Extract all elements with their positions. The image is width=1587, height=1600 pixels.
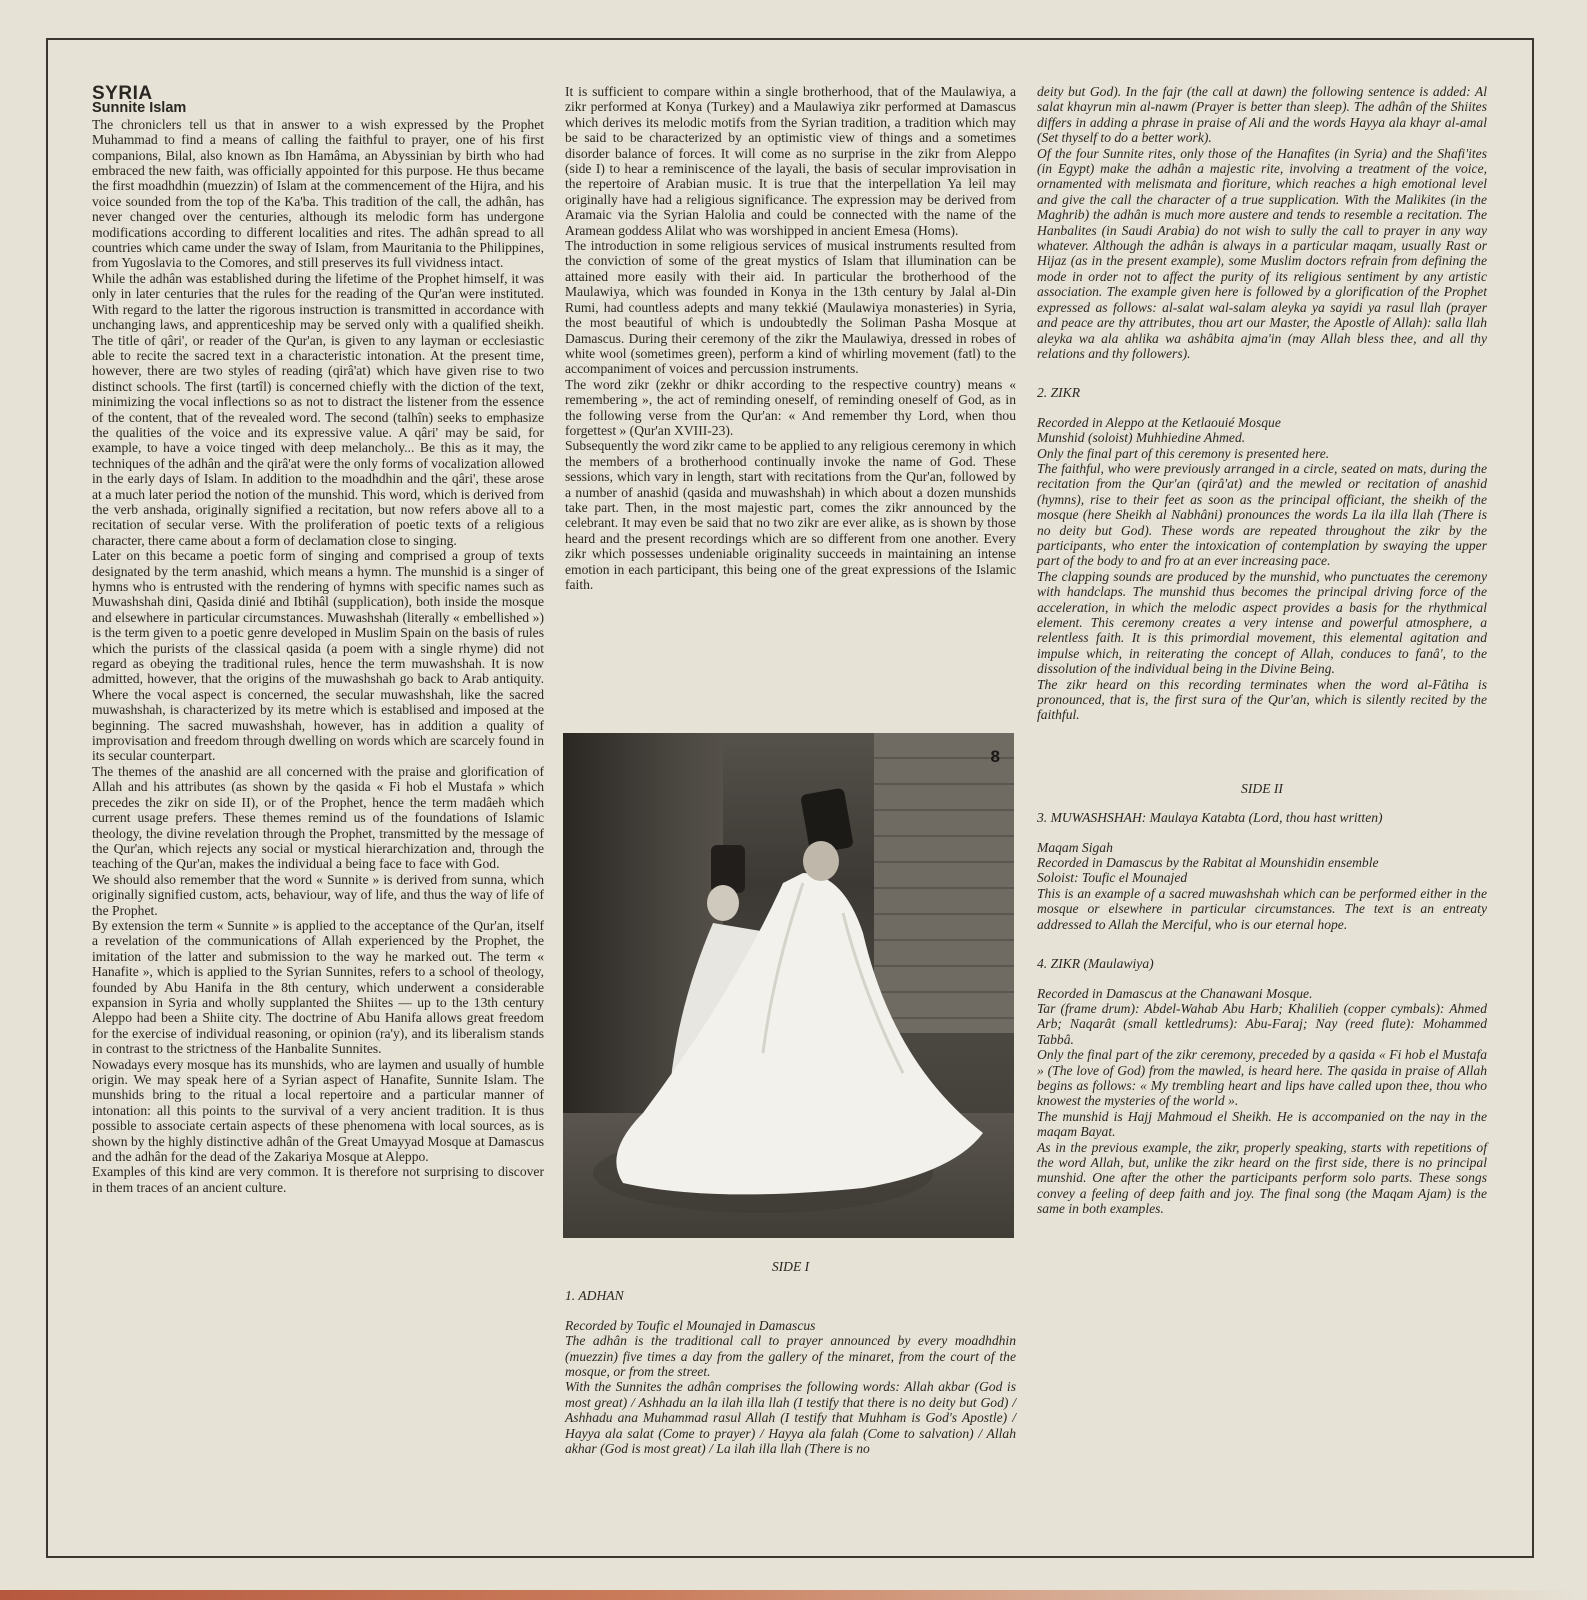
track-detail: Only the final part of the zikr ceremony, preceded by a qasida « Fi hob el Mustafa » (The love of God) from the mawled, is heard here. The qasida in praise of Allah begins as follows: « My trembling heart and lips have called upon thee, thou who knowest the mysteries of the world ». [1037, 1047, 1487, 1109]
track-detail: As in the previous example, the zikr, properly speaking, starts with repetitions of the word Allah, but, unlike the zikr heard on the first side, there is no principal munshid. One after the other the participants perform solo parts. These songs convey a feeling of deep faith and joy. The final song (the Maqam Ajam) is the same in both examples. [1037, 1139, 1487, 1217]
page-title: SYRIA [92, 83, 153, 104]
track-detail: Recorded in Aleppo at the Ketlaouié Mosque [1037, 414, 1281, 430]
track-detail: Tar (frame drum): Abdel-Wahab Abu Harb; Khalilieh (copper cymbals): Ahmed Arb; Naqarât (small kettledrums): Abu-Faraj; Nay (reed flute): Mohammed Tabbâ. [1037, 1000, 1487, 1047]
track-detail: The faithful, who were previously arranged in a circle, seated on mats, during the recitation from the Qur'an (qirâ'at) and the mewled or recitation of anashid (hymns), rise to their feet as soon as the principal officiant, the sheikh of the mosque (here Sheikh al Nabhâni) pronounces the words La ila illa llah (There is no deity but God). These words are repeated throughout the zikr by the participants, who enter the intoxication of contemplation by swaying the upper part of the body to and fro at an ever increasing pace. [1037, 460, 1487, 569]
column-left [92, 83, 545, 1195]
track-detail: Recorded in Damascus by the Rabitat al Mounshidin ensemble [1037, 855, 1379, 871]
cover-edge-strip [0, 1590, 1587, 1600]
track-heading-zikr-maulawiya: 4. ZIKR (Maulawiya) [1037, 956, 1154, 972]
track-detail: Maqam Sigah [1037, 839, 1113, 855]
paragraph: While the adhân was established during the lifetime of the Prophet himself, it was only in later centuries that the rules for the reading of the Qur'an were instituted. With regard to the latter the rigorous instruction is transmitted in accordance with unchanging laws, and apprenticeship may be served only with a qualified sheikh. The title of qâri', or reader of the Qur'an, is given to any layman or ecclesiastic able to recite the sacred text in a characteristic intonation. At the present time, however, there are two styles of reading (qirâ'at) which have given rise to two distinct schools. The first (tartîl) is concerned chiefly with the diction of the text, minimizing the vocal inflections so as not to distract the listener from the essence of the content, that of the revealed word. The second (talhîn) seeks to emphasize the qualities of the voice and its expressive value. A qâri' may be said, for example, to have a voice tinged with deep melancholy... Be this as it may, the techniques of the adhân and the qirâ'at were the only forms of vocalization allowed in the early days of Islam. In addition to the moadhdhin and the qâri', these arose at a much later period the notion of the munshid. This word, which is derived from the verb anshada, originally signified a recitation, but now refers above all to a recitation of secular verse. With the proliferation of poetic texts of a religious character, there came about a form of declamation close to singing. [92, 270, 545, 548]
page-subtitle: Sunnite Islam [92, 100, 187, 117]
track-detail: With the Sunnites the adhân comprises the following words: Allah akbar (God is most great) / Ashhadu an la ilah illa llah (I testify that there is no deity but God) / Ashhadu ana Muhammad rasul Allah (I testify that Muhham is God's Apostle) / Hayya ala salat (Come to prayer) / Hayya ala falah (Come to salvation) / Allah akhar (God is most great) / La ilah illa llah (There is no [565, 1379, 1016, 1457]
track-detail: This is an example of a sacred muwashshah which can be performed either in the mosque or elsewhere in particular circumstances. The text is an entreaty addressed to Allah the Merciful, who is our eternal hope. [1037, 885, 1487, 932]
photo-number: 8 [990, 747, 1000, 766]
track-detail: Recorded by Toufic el Mounajed in Damascus [565, 1317, 816, 1333]
column-middle [565, 84, 1016, 592]
paragraph: The chroniclers tell us that in answer to a wish expressed by the Prophet Muhammad to find a means of calling the faithful to prayer, one of his first companions, Bilal, also known as Ibn Hamâma, an Abyssinian by birth who had embraced the new faith, was officially appointed for this purpose. He thus became the first moadhdhin (muezzin) of Islam at the commencement of the Hijra, and his voice sounded from the top of the Ka'ba. This tradition of the call, the adhân, has never changed over the centuries, although its melodic form has undergone modifications according to different localities and rites. The adhân spread to all countries which came under the sway of Islam, from Mauritania to the Philippines, from Yugoslavia to the Comores, and still preserves its full vividness intact. [92, 116, 544, 271]
dervish-figures-illustration [563, 733, 1014, 1238]
paragraph: Subsequently the word zikr came to be applied to any religious ceremony in which the members of a brotherhood continually invoke the name of God. These sessions, which vary in length, start with recitations from the Qur'an, followed by a number of anashid (qasida and muwashshah) in which about a dozen munshids take part. Then, in the most majestic part, comes the zikr announced by the celebrant. It may even be said that no two zikr are ever alike, as is shown by those heard and the present recordings which are so different from one another. Every zikr which possesses undeniable originality succeeds in maintaining an intense emotion in each participant, this being one of the great expressions of the Islamic faith. [565, 438, 1016, 592]
track-heading-muwashshah: 3. MUWASHSHAH: Maulaya Katabta (Lord, thou hast written) [1037, 810, 1383, 826]
paragraph: The themes of the anashid are all concerned with the praise and glorification of Allah and his attributes (as shown by the qasida « Fi hob el Mustafa » which precedes the zikr on side II), or of the Prophet, hence the term madâeh which current usage prefers. These themes remind us of the foundations of Islamic theology, the divine revelation through the Prophet, transmitted by the message of the Qur'an, which rejects any social or mystical hierarchization and, through the teaching of the Qur'an, makes the individual a being face to face with God. [92, 763, 544, 872]
paragraph: By extension the term « Sunnite » is applied to the acceptance of the Qur'an, itself a revelation of the communications of Allah experienced by the Prophet, the imitation of the latter and submission to the way he marked out. The term « Hanafite », which is applied to the Syrian Sunnites, refers to a school of theology, founded by Abu Hanifa in the 8th century, which underwent a considerable expansion in Syria and wholly supplanted the Shiites — up to the 13th century Aleppo had been a Shiite city. The doctrine of Abu Hanifa allows great freedom for the exercise of individual reasoning, or opinion (ra'y), and its liberalism stands in contrast to the strictness of the Hanbalite Sunnites. [92, 917, 544, 1057]
paragraph: Later on this became a poetic form of singing and comprised a group of texts designated by the term anashid, which means a hymn. The munshid is a singer of hymns who is entrusted with the rendering of hymns with specific names such as Muwashshah dini, Qasida dinié and Ibtihâl (supplication), both inside the mosque and elsewhere in particular circumstances. Muwashshah (literally « embellished ») is the term given to a poetic genre developed in Muslim Spain on the basis of rules which the purists of the classical qasida (a poem with a single rhyme) did not regard as obeying the traditional rules, hence the term muwashshah. It is now admitted, however, that the origins of the muwashshah go back to Arab antiquity. Where the vocal aspect is concerned, the secular muwashshah, like the sacred muwashshah, is characterized by its metre which is establised and imposed at the beginning. The sacred muwashshah, however, has in addition a quality of improvisation and freedom through dwelling on words which are scarcely found in its secular counterpart. [92, 548, 544, 764]
track-detail: The zikr heard on this recording terminates when the word al-Fâtiha is pronounced, that is, the first sura of the Qur'an, which is silently recited by the faithful. [1037, 676, 1487, 723]
paragraph: deity but God). In the fajr (the call at dawn) the following sentence is added: Al salat khayrun min al-nawm (Prayer is better than sleep). The adhân of the Shiites differs in adding a phrase in praise of Ali and the words Hayya ala khayr al-amal (Set thyself to do a better work). [1037, 84, 1487, 146]
track-heading-zikr: 2. ZIKR [1037, 385, 1081, 401]
paragraph: Examples of this kind are very common. It is therefore not surprising to discover in them traces of an ancient culture. [92, 1164, 544, 1195]
side-one-section [565, 1259, 1016, 1456]
track-detail: The clapping sounds are produced by the munshid, who punctuates the ceremony with handclaps. The munshid thus becomes the principal driving force of the acceleration, in which the melodic aspect provides a basis for the rhythmical element. This ceremony creates a very intense and powerful atmosphere, a relentless faith. It is this primordial movement, this elemental agitation and impulse which, in reiterating the concept of Allah, conduces to fanâ', to the dissolution of the individual being in the Divine Being. [1037, 568, 1487, 677]
side-two-label: SIDE II [1241, 780, 1283, 796]
track-detail: Only the final part of this ceremony is presented here. [1037, 445, 1330, 461]
paragraph: Of the four Sunnite rites, only those of the Hanafites (in Syria) and the Shafi'ites (in Egypt) make the adhân a majestic rite, involving a treatment of the voice, ornamented with melismata and fioriture, which reaches a high emotional level and give the call the character of a true supplication. With the Malikites (in the Maghrib) the adhân is much more austere and tends to resemble a recitation. The Hanbalites (in Saudi Arabia) do not wish to sully the call to prayer in any way whatever. Although the adhân is always in a particular maqam, usually Rast or Hijaz (as in the present example), some Muslim doctors refrain from defining the mode in order not to affect the purity of its religious sentiment by any artistic association. The example given here is followed by a glorification of the Prophet expressed as follows: al-salat wal-salam aleyka ya sayidi ya rasul llah (prayer and peace are thy attributes, thou art our Master, the Apostle of Allah): salla llah aleyka wa ala ahlika wa ashâbita ajma'in (may Allah bless thee, and all thy relations and thy followers). [1037, 145, 1487, 361]
column-right [1037, 84, 1487, 1217]
paragraph: It is sufficient to compare within a single brotherhood, that of the Maulawiya, a zikr performed at Konya (Turkey) and a Maulawiya zikr performed at Damascus which derives its melodic motifs from the Syrian tradition, a tradition which may be said to be characterized by an optimistic view of things and a sometimes disorder balance of forces. It will come as no surprise in the zikr from Aleppo (side I) to hear a reminiscence of the layali, the basis of secular improvisation in the repertoire of Arabian music. It is true that the interpellation Ya leil may originally have had a religious significance. The expression may be derived from Aramaic via the Syrian Halolia and could be connected with the name of the Aramean goddess Alilat who was worshipped in ancient Emesa (Homs). [565, 84, 1016, 238]
paragraph: The word zikr (zekhr or dhikr according to the respective country) means « remembering », the act of reminding oneself, of reminding oneself of God, as in the following verse from the Qur'an: « And remember thy Lord, when thou forgettest » (Qur'an XVIII-23). [565, 376, 1016, 438]
track-detail: The munshid is Hajj Mahmoud el Sheikh. He is accompanied on the nay in the maqam Bayat. [1037, 1108, 1487, 1140]
track-detail: Soloist: Toufic el Mounajed [1037, 870, 1188, 886]
paragraph: The introduction in some religious services of musical instruments resulted from the conviction of some of the great mystics of Islam that illumination can be attained more easily with their aid. In particular the brotherhood of the Maulawiya, which was founded in Konya in the 13th century by Jalal al-Din Rumi, had countless adepts and many tekkié (Maulawiya monasteries) in Syria, the most beautiful of which is undoubtedly the Soliman Pasha Mosque at Damascus. During their ceremony of the zikr the Maulawiya, dressed in robes of white wool (sometimes green), perform a kind of whirling movement (fatl) to the accompaniment of voices and percussion instruments. [565, 238, 1016, 377]
track-detail: The adhân is the traditional call to prayer announced by every moadhdhin (muezzin) five times a day from the gallery of the minaret, from the court of the mosque, or from the street. [565, 1333, 1016, 1380]
track-detail: Munshid (soloist) Muhhiedine Ahmed. [1037, 430, 1246, 446]
track-heading-adhan: 1. ADHAN [565, 1288, 624, 1304]
paragraph: Nowadays every mosque has its munshids, who are laymen and usually of humble origin. We may speak here of a Syrian aspect of Hanafite, Sunnite Islam. The munshids bring to the ritual a local repertoire and a particular manner of intonation: all this points to the survival of a very ancient tradition. It is thus possible to associate certain aspects of these phenomena with local sources, as is shown by the highly distinctive adhân of the Great Umayyad Mosque at Damascus and the adhân for the dead of the Zakariya Mosque at Aleppo. [92, 1056, 544, 1165]
whirling-dervish-photo [563, 733, 1014, 1238]
paragraph: We should also remember that the word « Sunnite » is derived from sunna, which originally signified custom, acts, behaviour, way of life, and thus the way of life of the Prophet. [92, 871, 544, 918]
side-one-label: SIDE I [771, 1259, 810, 1274]
track-detail: Recorded in Damascus at the Chanawani Mosque. [1037, 985, 1313, 1001]
